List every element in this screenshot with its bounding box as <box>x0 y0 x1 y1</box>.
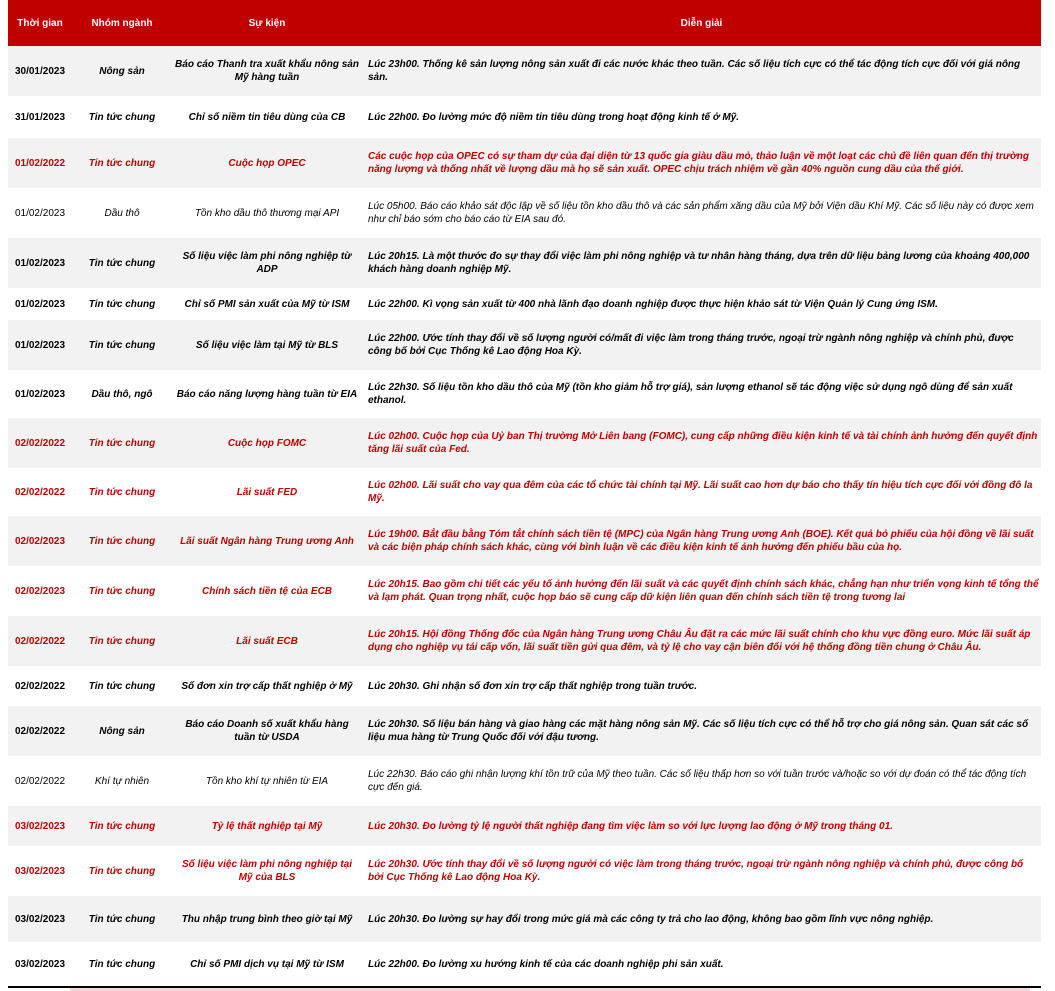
row-description: Lúc 02h00. Cuộc họp của Uỷ ban Thị trường Mở Liên bang (FOMC), cung cấp những điều kiện kinh tế và tài chính ảnh hưởng đến quyết định tăng lãi suất của Fed. <box>368 431 1038 455</box>
row-group: Tin tức chung <box>88 680 156 692</box>
table-row <box>8 756 1041 806</box>
table-row <box>8 96 1041 138</box>
row-group: Dầu thô, ngô <box>91 388 153 400</box>
row-description: Lúc 05h00. Báo cáo khảo sát độc lập về số liệu tồn kho dầu thô và các sản phẩm xăng dầu của Mỹ bởi Viện dầu Khí Mỹ. Các số liệu này có được xem như chỉ báo sớm cho báo cáo từ EIA sau đó. <box>368 201 1034 225</box>
row-description: Lúc 19h00. Bắt đầu bằng Tóm tắt chính sách tiền tệ (MPC) của Ngân hàng Trung ương Anh (BOE). Kết quả bỏ phiếu của hội đồng về lãi suất và các biện pháp chính sách khác, cùng với bình luận về các điều kiện kinh tế ảnh hưởng đến phiếu bầu của họ. <box>368 529 1034 553</box>
row-event: Báo cáo năng lượng hàng tuần từ EIA <box>176 388 358 400</box>
row-date: 02/02/2022 <box>14 635 66 647</box>
row-group: Tin tức chung <box>88 298 156 310</box>
row-description: Lúc 20h15. Hội đồng Thống đốc của Ngân hàng Trung ương Châu Âu đặt ra các mức lãi suất chính cho khu vực đồng euro. Mức lãi suất áp dụng cho nghiệp vụ tái cấp vốn, lãi suất tiền gửi qua đêm, và tỷ lệ cho vay cận biên đối với hệ thống đồng tiền chung ở Châu Âu. <box>368 629 1031 653</box>
row-event: Chính sách tiền tệ của ECB <box>201 585 333 597</box>
row-group: Tin tức chung <box>88 959 156 970</box>
row-date: 03/02/2023 <box>14 959 66 970</box>
row-description: Lúc 02h00. Lãi suất cho vay qua đêm của các tổ chức tài chính tại Mỹ. Lãi suất cao hơn dự báo cho thấy tín hiệu tích cực đối với đồng đô la Mỹ. <box>368 480 1033 504</box>
economic-calendar-table <box>8 0 1041 987</box>
row-date: 02/02/2023 <box>14 535 66 547</box>
row-description: Lúc 23h00. Thống kê sản lượng nông sản xuất đi các nước khác theo tuần. Các số liệu tích cực có thể tác động tích cực đối với giá nông sản. <box>368 59 1021 83</box>
row-description: Lúc 20h30. Đo lường tỷ lệ người thất nghiệp đang tìm việc làm so với lực lượng lao động ở Mỹ trong tháng 01. <box>368 820 893 832</box>
row-event: Cuộc họp OPEC <box>228 157 306 169</box>
table-row <box>8 188 1041 238</box>
table-row <box>8 516 1041 566</box>
row-date: 03/02/2023 <box>14 865 66 877</box>
row-description: Lúc 20h30. Ghi nhận số đơn xin trợ cấp thất nghiệp trong tuần trước. <box>368 680 697 692</box>
table-row <box>8 138 1041 188</box>
row-group: Tin tức chung <box>88 635 156 647</box>
header-time: Thời gian <box>17 17 63 29</box>
row-event: Cuộc họp FOMC <box>227 437 307 449</box>
row-event: Tồn kho khí tự nhiên từ EIA <box>205 775 329 787</box>
table-row <box>8 666 1041 706</box>
row-description: Lúc 20h30. Ước tính thay đổi về số lượng người có việc làm trong tháng trước, ngoại trừ ngành nông nghiệp và chính phủ, được công bố bởi Cục Thống kê Lao động Hoa Kỳ. <box>368 859 1024 883</box>
row-event: Báo cáo Thanh tra xuất khẩu nông sản Mỹ hàng tuần <box>175 59 359 83</box>
table-header-row <box>8 0 1041 46</box>
row-group: Tin tức chung <box>88 339 156 351</box>
row-event: Chỉ số PMI sản xuất của Mỹ từ ISM <box>184 298 350 310</box>
row-description: Lúc 22h30. Báo cáo ghi nhận lượng khí tồn trữ của Mỹ theo tuần. Các số liệu thấp hơn so với tuần trước và/hoặc so với dự đoán có thể tác động tích cực đến giá. <box>368 769 1027 793</box>
row-date: 01/02/2023 <box>14 388 66 400</box>
row-description: Lúc 20h15. Là một thước đo sự thay đổi việc làm phi nông nghiệp và tư nhân hàng tháng, dựa trên dữ liệu bảng lương của khoảng 400,000 khách hàng doanh nghiệp Mỹ. <box>368 251 1030 275</box>
row-description: Lúc 22h30. Số liệu tồn kho dầu thô của Mỹ (tồn kho giảm hỗ trợ giá), sản lượng ethanol sẽ tác động việc sử dụng ngô dùng để sản xuất ethanol. <box>368 382 1013 406</box>
table-row <box>8 418 1041 468</box>
row-description: Lúc 22h00. Đo lường mức độ niềm tin tiêu dùng trong hoạt động kinh tế ở Mỹ. <box>368 111 740 123</box>
table-row <box>8 468 1041 516</box>
row-event: Lãi suất FED <box>236 486 298 498</box>
table-row <box>8 370 1041 418</box>
events-table-container <box>8 0 1041 987</box>
row-date: 01/02/2023 <box>14 207 66 219</box>
table-row <box>8 846 1041 896</box>
row-group: Tin tức chung <box>88 257 156 269</box>
row-group: Tin tức chung <box>88 111 156 123</box>
row-group: Tin tức chung <box>88 437 156 449</box>
row-group: Tin tức chung <box>88 535 156 547</box>
row-description: Lúc 22h00. Đo lường xu hướng kinh tế của các doanh nghiệp phi sản xuất. <box>368 959 724 970</box>
table-row <box>8 46 1041 96</box>
row-group: Khí tự nhiên <box>94 775 150 787</box>
table-row <box>8 806 1041 846</box>
row-event: Số liệu việc làm phi nông nghiệp từ ADP <box>182 251 352 275</box>
table-row <box>8 616 1041 666</box>
table-row <box>8 566 1041 616</box>
row-event: Báo cáo Doanh số xuất khẩu hàng tuần từ USDA <box>185 719 349 743</box>
row-group: Nông sản <box>99 65 145 77</box>
row-date: 02/02/2022 <box>14 775 66 787</box>
table-row <box>8 238 1041 288</box>
row-group: Dầu thô <box>104 207 140 219</box>
row-event: Tồn kho dầu thô thương mại API <box>194 207 340 219</box>
row-event: Chỉ số niềm tin tiêu dùng của CB <box>188 111 346 123</box>
row-event: Lãi suất Ngân hàng Trung ương Anh <box>180 535 354 547</box>
table-row <box>8 896 1041 942</box>
row-event: Số liệu việc làm tại Mỹ từ BLS <box>195 339 339 351</box>
row-description: Lúc 20h30. Số liệu bán hàng và giao hàng các mặt hàng nông sản Mỹ. Các số liệu tích cực có thể hỗ trợ cho giá nông sản. Quan sát các số liệu mua hàng từ Trung Quốc đối với đậu tương. <box>368 719 1029 743</box>
row-date: 31/01/2023 <box>14 111 66 123</box>
row-date: 02/02/2022 <box>14 437 66 449</box>
row-event: Lãi suất ECB <box>236 635 298 647</box>
table-row <box>8 320 1041 370</box>
header-event: Sự kiện <box>248 17 286 29</box>
table-row <box>8 288 1041 320</box>
row-date: 01/02/2023 <box>14 339 66 351</box>
row-date: 02/02/2023 <box>14 585 66 597</box>
row-date: 02/02/2022 <box>14 486 66 498</box>
row-date: 03/02/2023 <box>14 820 66 832</box>
row-group: Tin tức chung <box>88 585 156 597</box>
row-description: Lúc 22h00. Kì vọng sản xuất từ 400 nhà lãnh đạo doanh nghiệp được thực hiện khảo sát từ Viện Quản lý Cung ứng ISM. <box>368 298 938 310</box>
header-group: Nhóm ngành <box>91 17 153 29</box>
row-group: Tin tức chung <box>88 820 156 832</box>
row-date: 01/02/2023 <box>14 257 66 269</box>
row-group: Tin tức chung <box>88 486 156 498</box>
row-group: Tin tức chung <box>88 865 156 877</box>
row-date: 30/01/2023 <box>14 65 66 77</box>
table-row <box>8 706 1041 756</box>
row-date: 01/02/2022 <box>14 157 66 169</box>
row-date: 01/02/2023 <box>14 298 66 310</box>
row-description: Lúc 20h15. Bao gồm chi tiết các yếu tố ảnh hưởng đến lãi suất và các quyết định chính sách khác, chẳng hạn như triển vọng kinh tế tổng thể và lạm phát. Quan trọng nhất, cuộc họp báo sẽ cung cấp dữ kiện liên quan đến chính sách tiền tệ trong tương lai <box>368 579 1039 603</box>
row-date: 03/02/2023 <box>14 913 66 925</box>
row-event: Chỉ số PMI dịch vụ tại Mỹ từ ISM <box>190 959 344 970</box>
row-description: Lúc 20h30. Đo lường sự hay đổi trong mức giá mà các công ty trả cho lao động, không bao gồm lĩnh vực nông nghiệp. <box>368 913 934 925</box>
table-row <box>8 942 1041 987</box>
row-group: Nông sản <box>99 725 145 737</box>
row-date: 02/02/2022 <box>14 680 66 692</box>
row-date: 02/02/2022 <box>14 725 66 737</box>
row-description: Các cuộc họp của OPEC có sự tham dự của đại diện từ 13 quốc gia giàu dầu mỏ, thảo luận về một loạt các chủ đề liên quan đến thị trường năng lượng và thống nhất về lượng dầu mà họ sẽ sản xuất. OPEC chịu trách nhiệm về gần 40% nguồn cung dầu của thế giới. <box>368 151 1029 175</box>
header-description: Diễn giải <box>680 17 723 29</box>
row-event: Thu nhập trung bình theo giờ tại Mỹ <box>181 913 353 925</box>
row-group: Tin tức chung <box>88 913 156 925</box>
row-event: Tỷ lệ thất nghiệp tại Mỹ <box>211 820 323 832</box>
row-description: Lúc 22h00. Ước tính thay đổi về số lượng người có/mất đi việc làm trong tháng trước, ngoại trừ ngành nông nghiệp và chính phủ, được công bố bởi Cục Thống kê Lao động Hoa Kỳ. <box>368 333 1014 357</box>
row-group: Tin tức chung <box>88 157 156 169</box>
row-event: Số đơn xin trợ cấp thất nghiệp ở Mỹ <box>181 680 353 692</box>
row-event: Số liệu việc làm phi nông nghiệp tại Mỹ của BLS <box>181 859 353 883</box>
